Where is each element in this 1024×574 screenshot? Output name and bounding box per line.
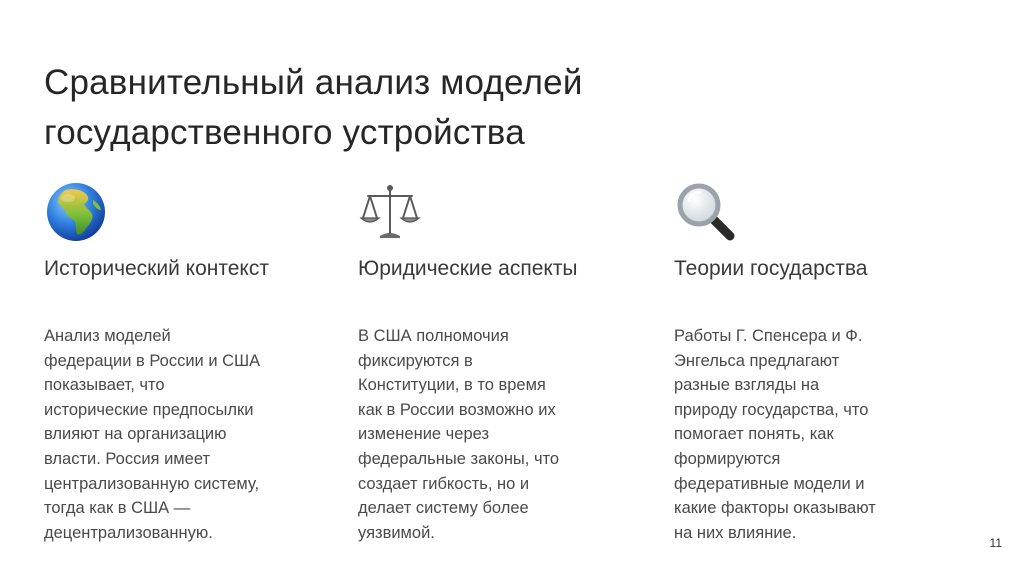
column-legal-aspects	[358, 180, 658, 542]
globe-icon	[44, 180, 108, 244]
slide-title: Сравнительный анализ моделей государственного устройства	[44, 63, 583, 152]
magnifying-glass-icon	[674, 180, 738, 244]
page-number: 11	[989, 536, 1002, 550]
column-text: Анализ моделей федерации в России и США показывает, что исторические предпосылки влияют на организацию власти. Россия имеет централизованную систему, тогда как в США — децентрализованную.	[44, 327, 261, 542]
scales-icon	[358, 180, 422, 244]
column-historical-context	[44, 180, 344, 542]
column-heading: Теории государства	[674, 257, 868, 280]
column-text: Работы Г. Спенсера и Ф. Энгельса предлагают разные взгляды на природу государства, что помогает понять, как формируются федеративные модели и какие факторы оказывают на них влияние.	[674, 327, 876, 542]
column-heading: Юридические аспекты	[358, 257, 578, 280]
column-state-theories	[674, 180, 974, 542]
column-text: В США полномочия фиксируются в Конституции, в то время как в России возможно их изменение через федеральные законы, что создает гибкость, но и делает систему более уязвимой.	[358, 327, 560, 542]
column-heading: Исторический контекст	[44, 257, 269, 280]
